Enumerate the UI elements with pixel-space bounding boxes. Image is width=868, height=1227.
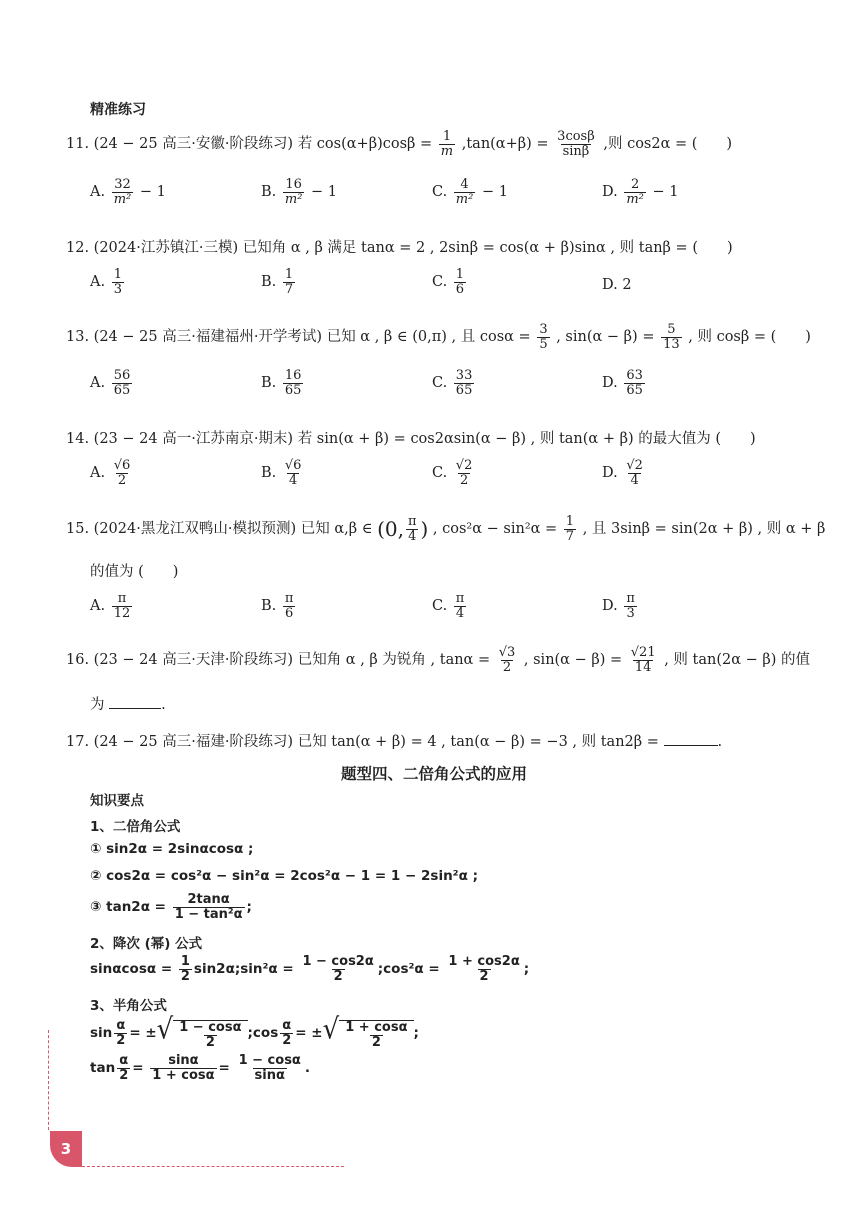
question-stem: (2024·黑龙江双鸭山·模拟预测) 已知 α,β ∈ [93,521,373,538]
interval: (0, [377,517,404,542]
option-b[interactable]: B. $\frac{16}{\text{m²}}$ − 1 [261,177,338,207]
question-stem: , 且 3sinβ = sin(2α + β) , 则 α + β [582,521,826,538]
answer-blank[interactable] [664,733,718,746]
option-b[interactable]: B. $\frac{√6}{4}$ [261,458,302,488]
fraction: $\frac{\pi}{4}$ [407,514,417,544]
power-reduction-formula: sinαcosα = $\frac{1}{2}$ sin2α;sin²α = $\frac{1 - \cos 2\alpha}{2}$ ;cos²α = $\frac{1 + \cos 2\alpha}{2}$ ; [90,954,530,984]
question-14 [66,427,756,448]
question-stem: , sin(α − β) = [556,329,655,346]
knowledge-section-3: 3、半角公式 [90,998,167,1014]
question-text: (23 − 24 高一·江苏南京·期末) 若 sin(α + β) = cos2αsin(α − β) , 则 tan(α + β) 的最大值为 ( ) [93,431,756,447]
question-number: 15. [66,521,90,538]
question-number: 13. [66,329,90,346]
option-a[interactable]: A. $\frac{√6}{2}$ [90,458,131,488]
question-number: 17. [66,734,90,750]
option-a[interactable]: A. $\frac{\pi}{12}$ [90,591,131,621]
fraction: $\frac{√3}{2}$ [498,645,516,675]
option-b[interactable]: B. $\frac{\pi}{6}$ [261,591,294,621]
knowledge-title: 知识要点 [90,793,144,809]
option-d[interactable]: D. $\frac{2}{\text{m²}}$ − 1 [602,177,679,207]
page-border-horizontal [82,1166,344,1167]
formula-3: ③ tan2α = $\frac{2\tan\alpha}{\text{1 − tan²α}}$ ; [90,892,252,922]
option-c[interactable]: C. $\frac{√2}{2}$ [432,458,473,488]
option-c[interactable]: C. $\frac{4}{\text{m²}}$ − 1 [432,177,508,207]
question-number: 16. [66,652,90,669]
half-angle-formula-2: tan $\frac{\alpha}{2}$ = $\frac{\sin\alpha}{1 + \cos\alpha}$ = $\frac{1 - \cos\alpha}{\sin\alpha}$ . [90,1053,310,1083]
option-a[interactable]: A. $\frac{32}{\text{m²}}$ − 1 [90,177,166,207]
option-b[interactable]: B. $\frac{16}{65}$ [261,368,302,398]
question-stem: , 则 tan(2α − β) 的值 [664,652,811,669]
option-d[interactable]: D. $\frac{63}{65}$ [602,368,643,398]
question-12 [66,236,733,257]
page-number: 3 [60,1140,72,1158]
question-11 [66,130,732,158]
question-16-line2: 为 . [90,697,166,713]
section-title: 精准练习 [90,102,146,118]
question-stem: ,则 cos2α = ( ) [603,136,733,153]
fraction: $\frac{5}{13}$ [663,322,680,352]
half-angle-formula-1: sin $\frac{\alpha}{2}$ = ± √ $\frac{1 - \cos\alpha}{2}$ ;cos $\frac{\alpha}{2}$ = ± √ $\frac{1 + \cos\alpha}{2}$ ; [90,1013,419,1050]
fraction: $\frac{1}{m}$ [440,129,454,159]
page-number-badge [50,1131,82,1167]
question-text: (24 − 25 高三·福建·阶段练习) 已知 tan(α + β) = 4 , tan(α − β) = −3 , 则 tan2β = [93,734,659,750]
question-15-line2: 的值为 ( ) [90,564,179,580]
option-d[interactable]: D. 2 [602,277,632,293]
option-c[interactable]: C. $\frac{1}{6}$ [432,267,465,297]
fraction: $\frac{1}{7}$ [565,514,575,544]
question-17: 17. (24 − 25 高三·福建·阶段练习) 已知 tan(α + β) = 4 , tan(α − β) = −3 , 则 tan2β = . [66,734,723,750]
page-border-vertical [48,1030,49,1130]
option-a[interactable]: A. $\frac{56}{65}$ [90,368,131,398]
question-15 [66,515,825,543]
fraction: $\frac{√21}{14}$ [630,645,656,675]
formula-2: ② cos2α = cos²α − sin²α = 2cos²α − 1 = 1 − 2sin²α ; [90,868,478,884]
option-d[interactable]: D. $\frac{√2}{4}$ [602,458,643,488]
fraction: $\frac{3\cos\beta}{\sin\beta}$ [557,129,595,159]
question-13 [66,323,811,351]
question-number: 14. [66,431,90,447]
question-number: 12. [66,240,90,256]
question-stem: (23 − 24 高三·天津·阶段练习) 已知角 α , β 为锐角 , tanα = [93,652,491,669]
answer-blank[interactable] [109,696,161,709]
knowledge-section-1: 1、二倍角公式 [90,819,181,835]
option-c[interactable]: C. $\frac{\pi}{4}$ [432,591,465,621]
type-heading: 题型四、二倍角公式的应用 [340,765,527,783]
question-16 [66,646,810,674]
option-d[interactable]: D. $\frac{\pi}{3}$ [602,591,635,621]
formula-1: ① sin2α = 2sinαcosα ; [90,841,254,857]
question-stem: , sin(α − β) = [523,652,623,669]
interval: ) [420,517,429,542]
question-stem: 若 cos(α+β)cosβ = [297,136,433,153]
knowledge-section-2: 2、降次 (幂) 公式 [90,936,203,952]
question-source: (24 − 25 高三·安徽·阶段练习) [93,136,294,153]
option-b[interactable]: B. $\frac{1}{7}$ [261,267,294,297]
question-stem: (24 − 25 高三·福建福州·开学考试) 已知 α , β ∈ (0,π) , 且 cosα = [93,329,531,346]
option-c[interactable]: C. $\frac{33}{65}$ [432,368,473,398]
fraction: $\frac{3}{5}$ [539,322,548,352]
question-stem: ,tan(α+β) = [461,136,549,153]
question-text: (2024·江苏镇江·三模) 已知角 α , β 满足 tanα = 2 , 2sinβ = cos(α + β)sinα , 则 tanβ = ( ) [93,240,733,256]
question-number: 11. [66,136,90,153]
question-stem: , cos²α − sin²α = [432,521,558,538]
option-a[interactable]: A. $\frac{1}{3}$ [90,267,122,297]
question-stem: , 则 cosβ = ( ) [688,329,811,346]
